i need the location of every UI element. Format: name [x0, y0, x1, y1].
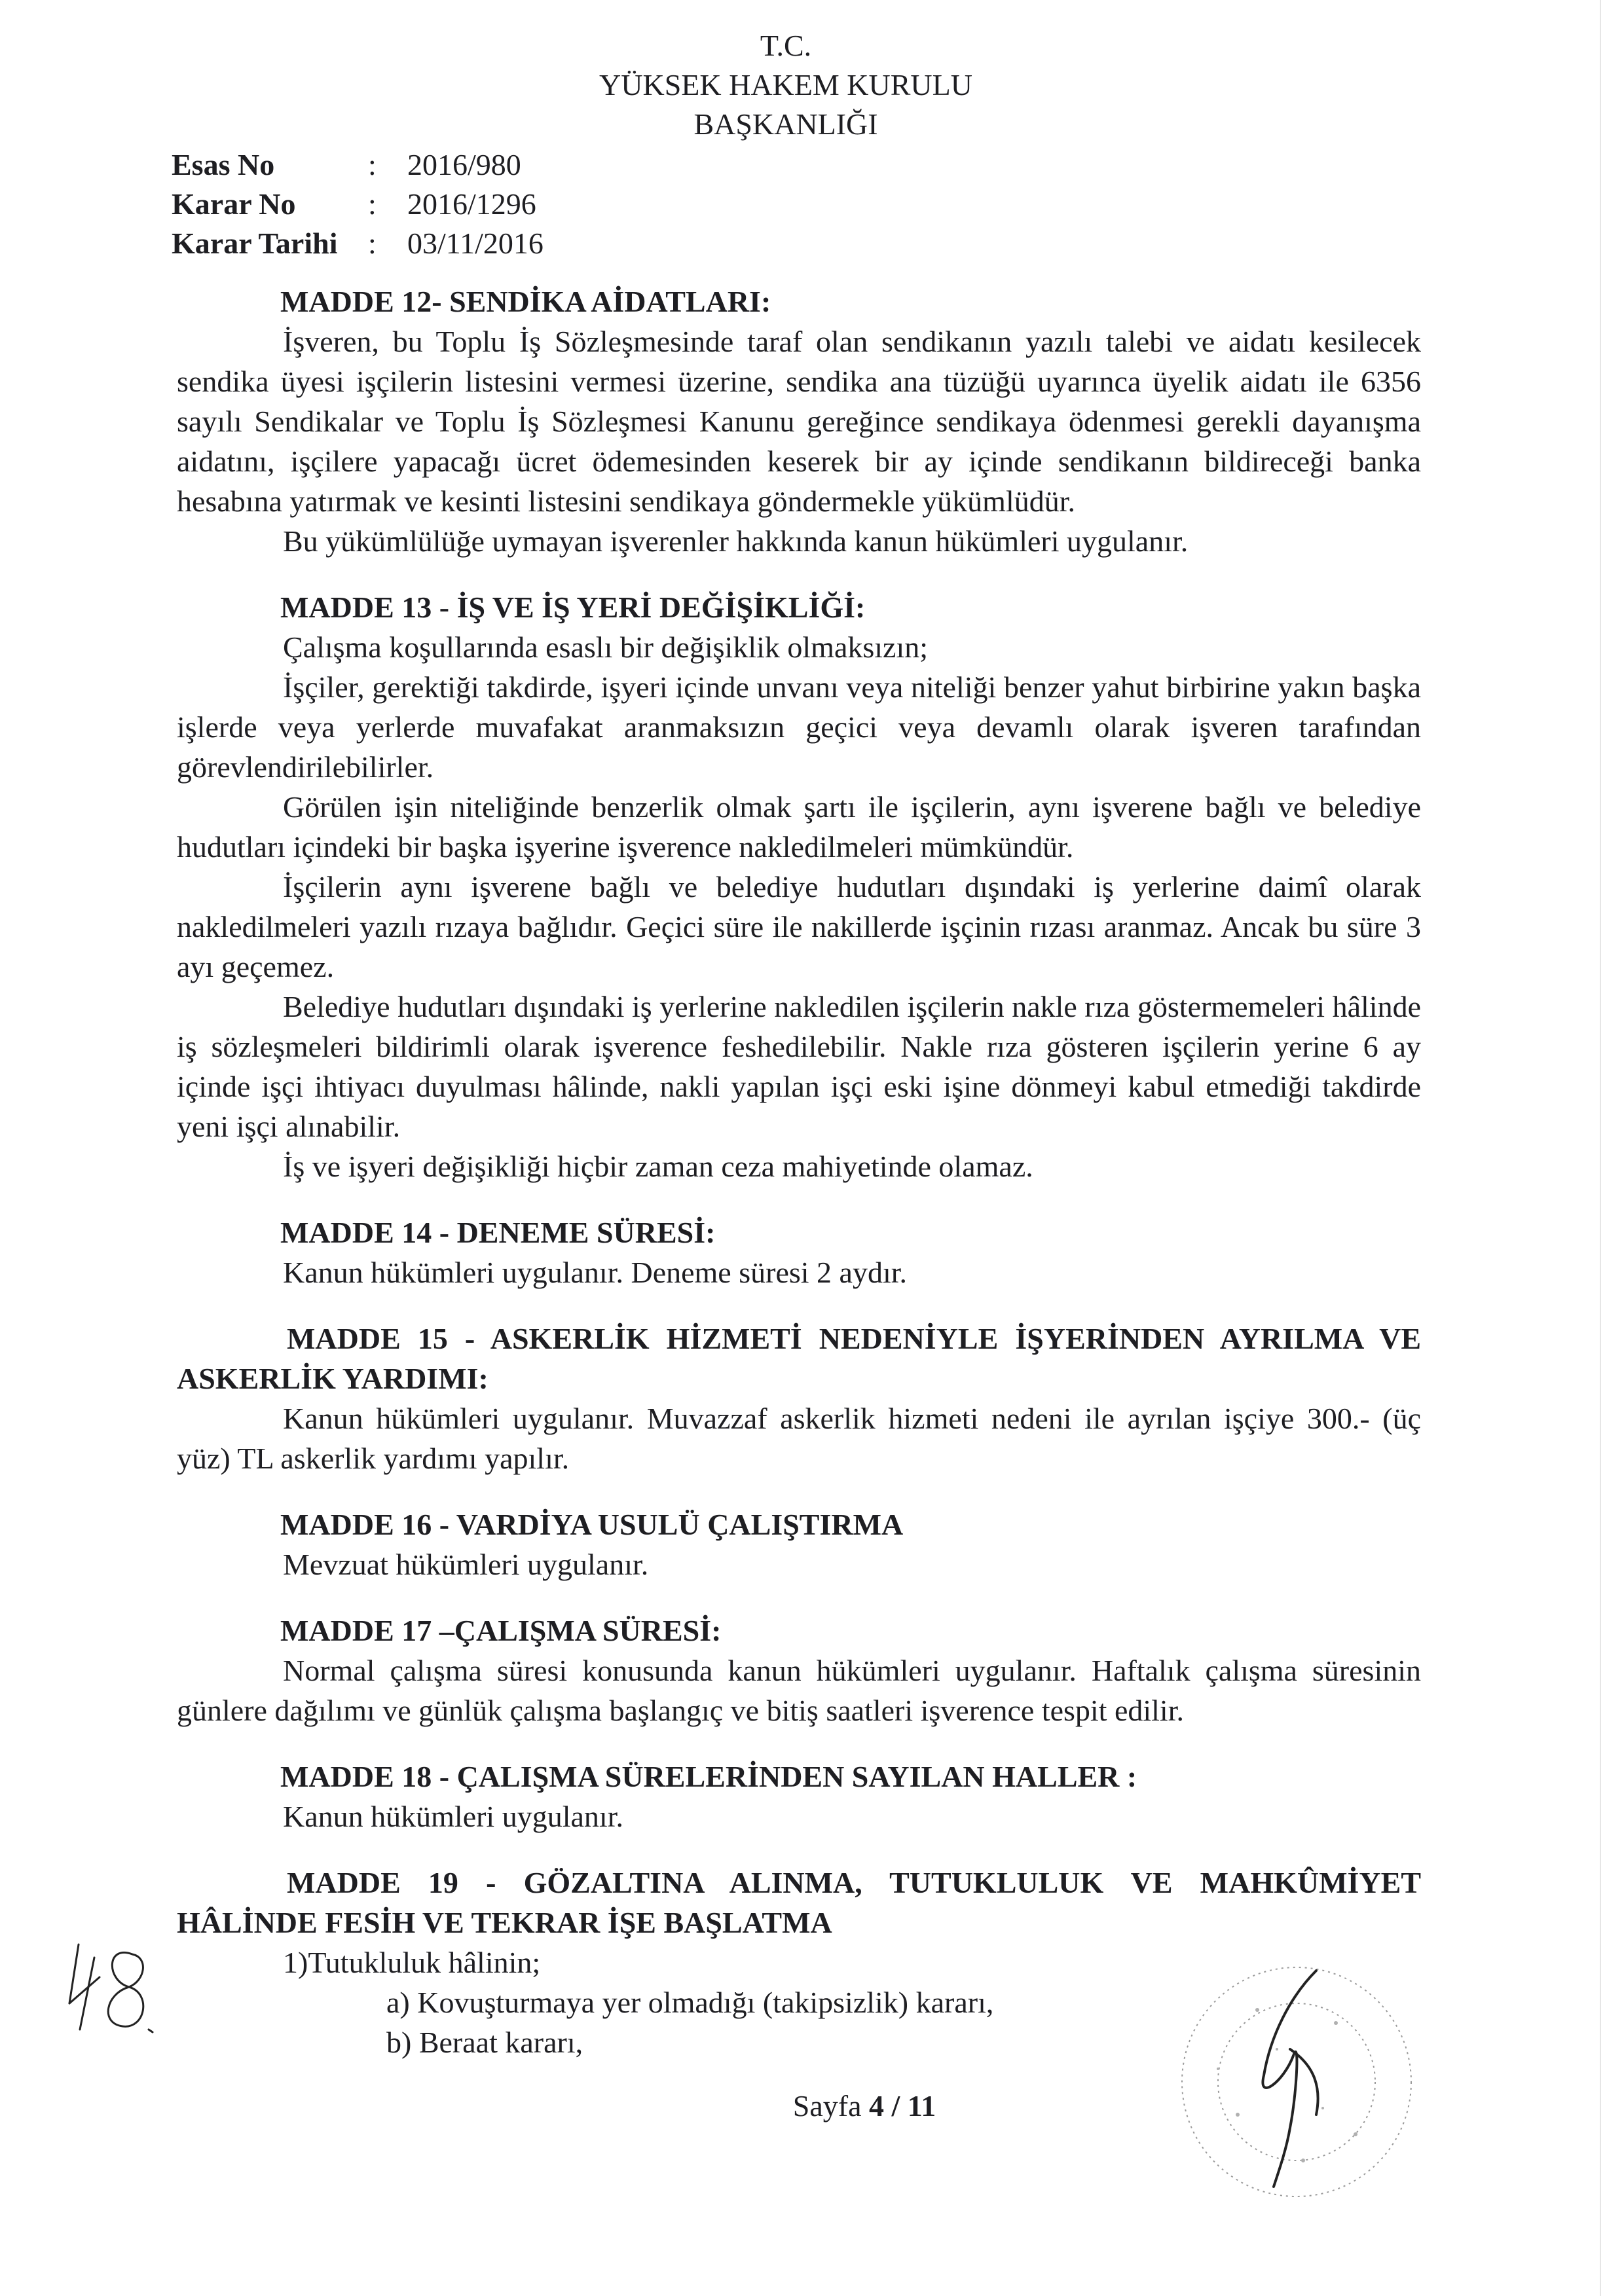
meta-row-esas-no [172, 145, 544, 185]
signature-stroke [1263, 1971, 1318, 2187]
article-paragraph: Kanun hükümleri uygulanır. Muvazzaf askerlik hizmeti nedeni ile ayrılan işçiye 300.- (üç yüz) TL askerlik yardımı yapılır. [177, 1402, 1421, 1475]
meta-colon: : [368, 187, 377, 221]
meta-value: 03/11/2016 [407, 227, 544, 260]
article-paragraph: Mevzuat hükümleri uygulanır. [283, 1548, 649, 1581]
article-paragraph: 1)Tutukluluk hâlinin; [283, 1946, 541, 1979]
article-section [177, 1757, 1421, 1836]
case-metadata [172, 145, 544, 263]
scan-edge-line [1600, 0, 1601, 2296]
list-item: b) Beraat kararı, [386, 2026, 583, 2059]
article-paragraph: Görülen işin niteliğinde benzerlik olmak şartı ile işçilerin, aynı işverene bağlı ve belediye hudutları içindeki bir başka işyerine işverence nakledilmeleri mümkündür. [177, 790, 1421, 864]
page-count: 4 / 11 [869, 2089, 936, 2123]
stamp-and-signature [1159, 1951, 1447, 2213]
meta-label: Karar No [172, 187, 296, 221]
meta-row-karar-tarihi [172, 224, 544, 263]
meta-row-karar-no [172, 185, 544, 224]
header-line-tc: T.C. [760, 29, 812, 62]
article-heading: MADDE 13 - İŞ VE İŞ YERİ DEĞİŞİKLİĞİ: [280, 591, 866, 624]
article-paragraph: Normal çalışma süresi konusunda kanun hükümleri uygulanır. Haftalık çalışma süresinin günlere dağılımı ve günlük çalışma başlangıç ve bitiş saatleri işverence tespit edilir. [177, 1654, 1421, 1727]
list-item: a) Kovuşturmaya yer olmadığı (takipsizlik) kararı, [386, 1986, 994, 2019]
article-section [177, 1319, 1421, 1478]
article-paragraph: İş ve işyeri değişikliği hiçbir zaman ceza mahiyetinde olamaz. [283, 1150, 1033, 1183]
article-heading: MADDE 17 –ÇALIŞMA SÜRESİ: [280, 1614, 722, 1647]
meta-colon: : [368, 227, 377, 260]
meta-colon: : [368, 148, 377, 181]
article-section [177, 587, 1421, 1186]
article-paragraph: Kanun hükümleri uygulanır. [283, 1800, 623, 1833]
article-paragraph: Belediye hudutları dışındaki iş yerlerine nakledilen işçilerin nakle rıza göstermemeleri hâlinde iş sözleşmeleri bildirimli olarak işverence feshedilebilir. Nakle rıza gösteren işçilerin yerine 6 ay içinde işçi ihtiyacı duyulması hâlinde, nakli yapılan işçi eski işine dönmeyi kabul etmediği takdirde yeni işçi alınabilir. [177, 990, 1421, 1143]
article-section [177, 1212, 1421, 1292]
meta-label: Esas No [172, 148, 275, 181]
header-line-institution: YÜKSEK HAKEM KURULU [599, 68, 972, 101]
article-paragraph: Çalışma koşullarında esaslı bir değişiklik olmaksızın; [283, 630, 929, 664]
article-section [177, 1611, 1421, 1730]
meta-label: Karar Tarihi [172, 227, 338, 260]
article-section [177, 1504, 1421, 1584]
article-heading: MADDE 12- SENDİKA AİDATLARI: [280, 285, 771, 318]
article-heading: MADDE 15 - ASKERLİK HİZMETİ NEDENİYLE İŞYERİNDEN AYRILMA VE ASKERLİK YARDIMI: [177, 1322, 1421, 1395]
meta-value: 2016/1296 [407, 187, 536, 221]
article-paragraph: İşveren, bu Toplu İş Sözleşmesinde taraf olan sendikanın yazılı talebi ve aidatı kesilecek sendika üyesi işçilerin listesini vermesi üzerine, sendika ana tüzüğü uyarınca üyelik aidatı ile 6356 sayılı Sendikalar ve Toplu İş Sözleşmesi Kanunu gereğince sendikaya ödenmesi gerekli dayanışma aidatını, işçilere yapacağı ücret ödemesinden keserek bir ay içinde sendikanın bildireceği banka hesabına yatırmak ve kesinti listesini sendikaya göndermekle yükümlüdür. [177, 325, 1421, 518]
article-paragraph: İşçiler, gerektiği takdirde, işyeri içinde unvanı veya niteliği benzer yahut birbirine yakın başka işlerde veya yerlerde muvafakat aranmaksızın geçici veya devamlı olarak işveren tarafından görevlendirilebilirler. [177, 670, 1421, 784]
handwritten-margin-number [60, 1931, 172, 2043]
meta-value: 2016/980 [407, 148, 521, 181]
articles-body [177, 282, 1421, 2088]
page-prefix: Sayfa [792, 2089, 862, 2123]
header-line-presidency: BAŞKANLIĞI [693, 107, 878, 141]
article-heading: MADDE 16 - VARDİYA USULÜ ÇALIŞTIRMA [280, 1508, 904, 1541]
article-paragraph: İşçilerin aynı işverene bağlı ve belediye hudutları dışındaki iş yerlerine daimî olarak nakledilmeleri yazılı rızaya bağlıdır. Geçici süre ile nakillerde işçinin rızası aranmaz. Ancak bu süre 3 ayı geçemez. [177, 870, 1421, 983]
article-paragraph: Kanun hükümleri uygulanır. Deneme süresi 2 aydır. [283, 1256, 908, 1289]
article-paragraph: Bu yükümlülüğe uymayan işverenler hakkında kanun hükümleri uygulanır. [283, 524, 1189, 558]
page-number [753, 2088, 976, 2123]
document-header [524, 26, 1048, 144]
article-heading: MADDE 19 - GÖZALTINA ALINMA, TUTUKLULUK VE MAHKÛMİYET HÂLİNDE FESİH VE TEKRAR İŞE BAŞLATMA [177, 1866, 1421, 1939]
article-heading: MADDE 18 - ÇALIŞMA SÜRELERİNDEN SAYILAN HALLER : [280, 1760, 1137, 1793]
article-heading: MADDE 14 - DENEME SÜRESİ: [280, 1216, 716, 1249]
article-section [177, 282, 1421, 561]
